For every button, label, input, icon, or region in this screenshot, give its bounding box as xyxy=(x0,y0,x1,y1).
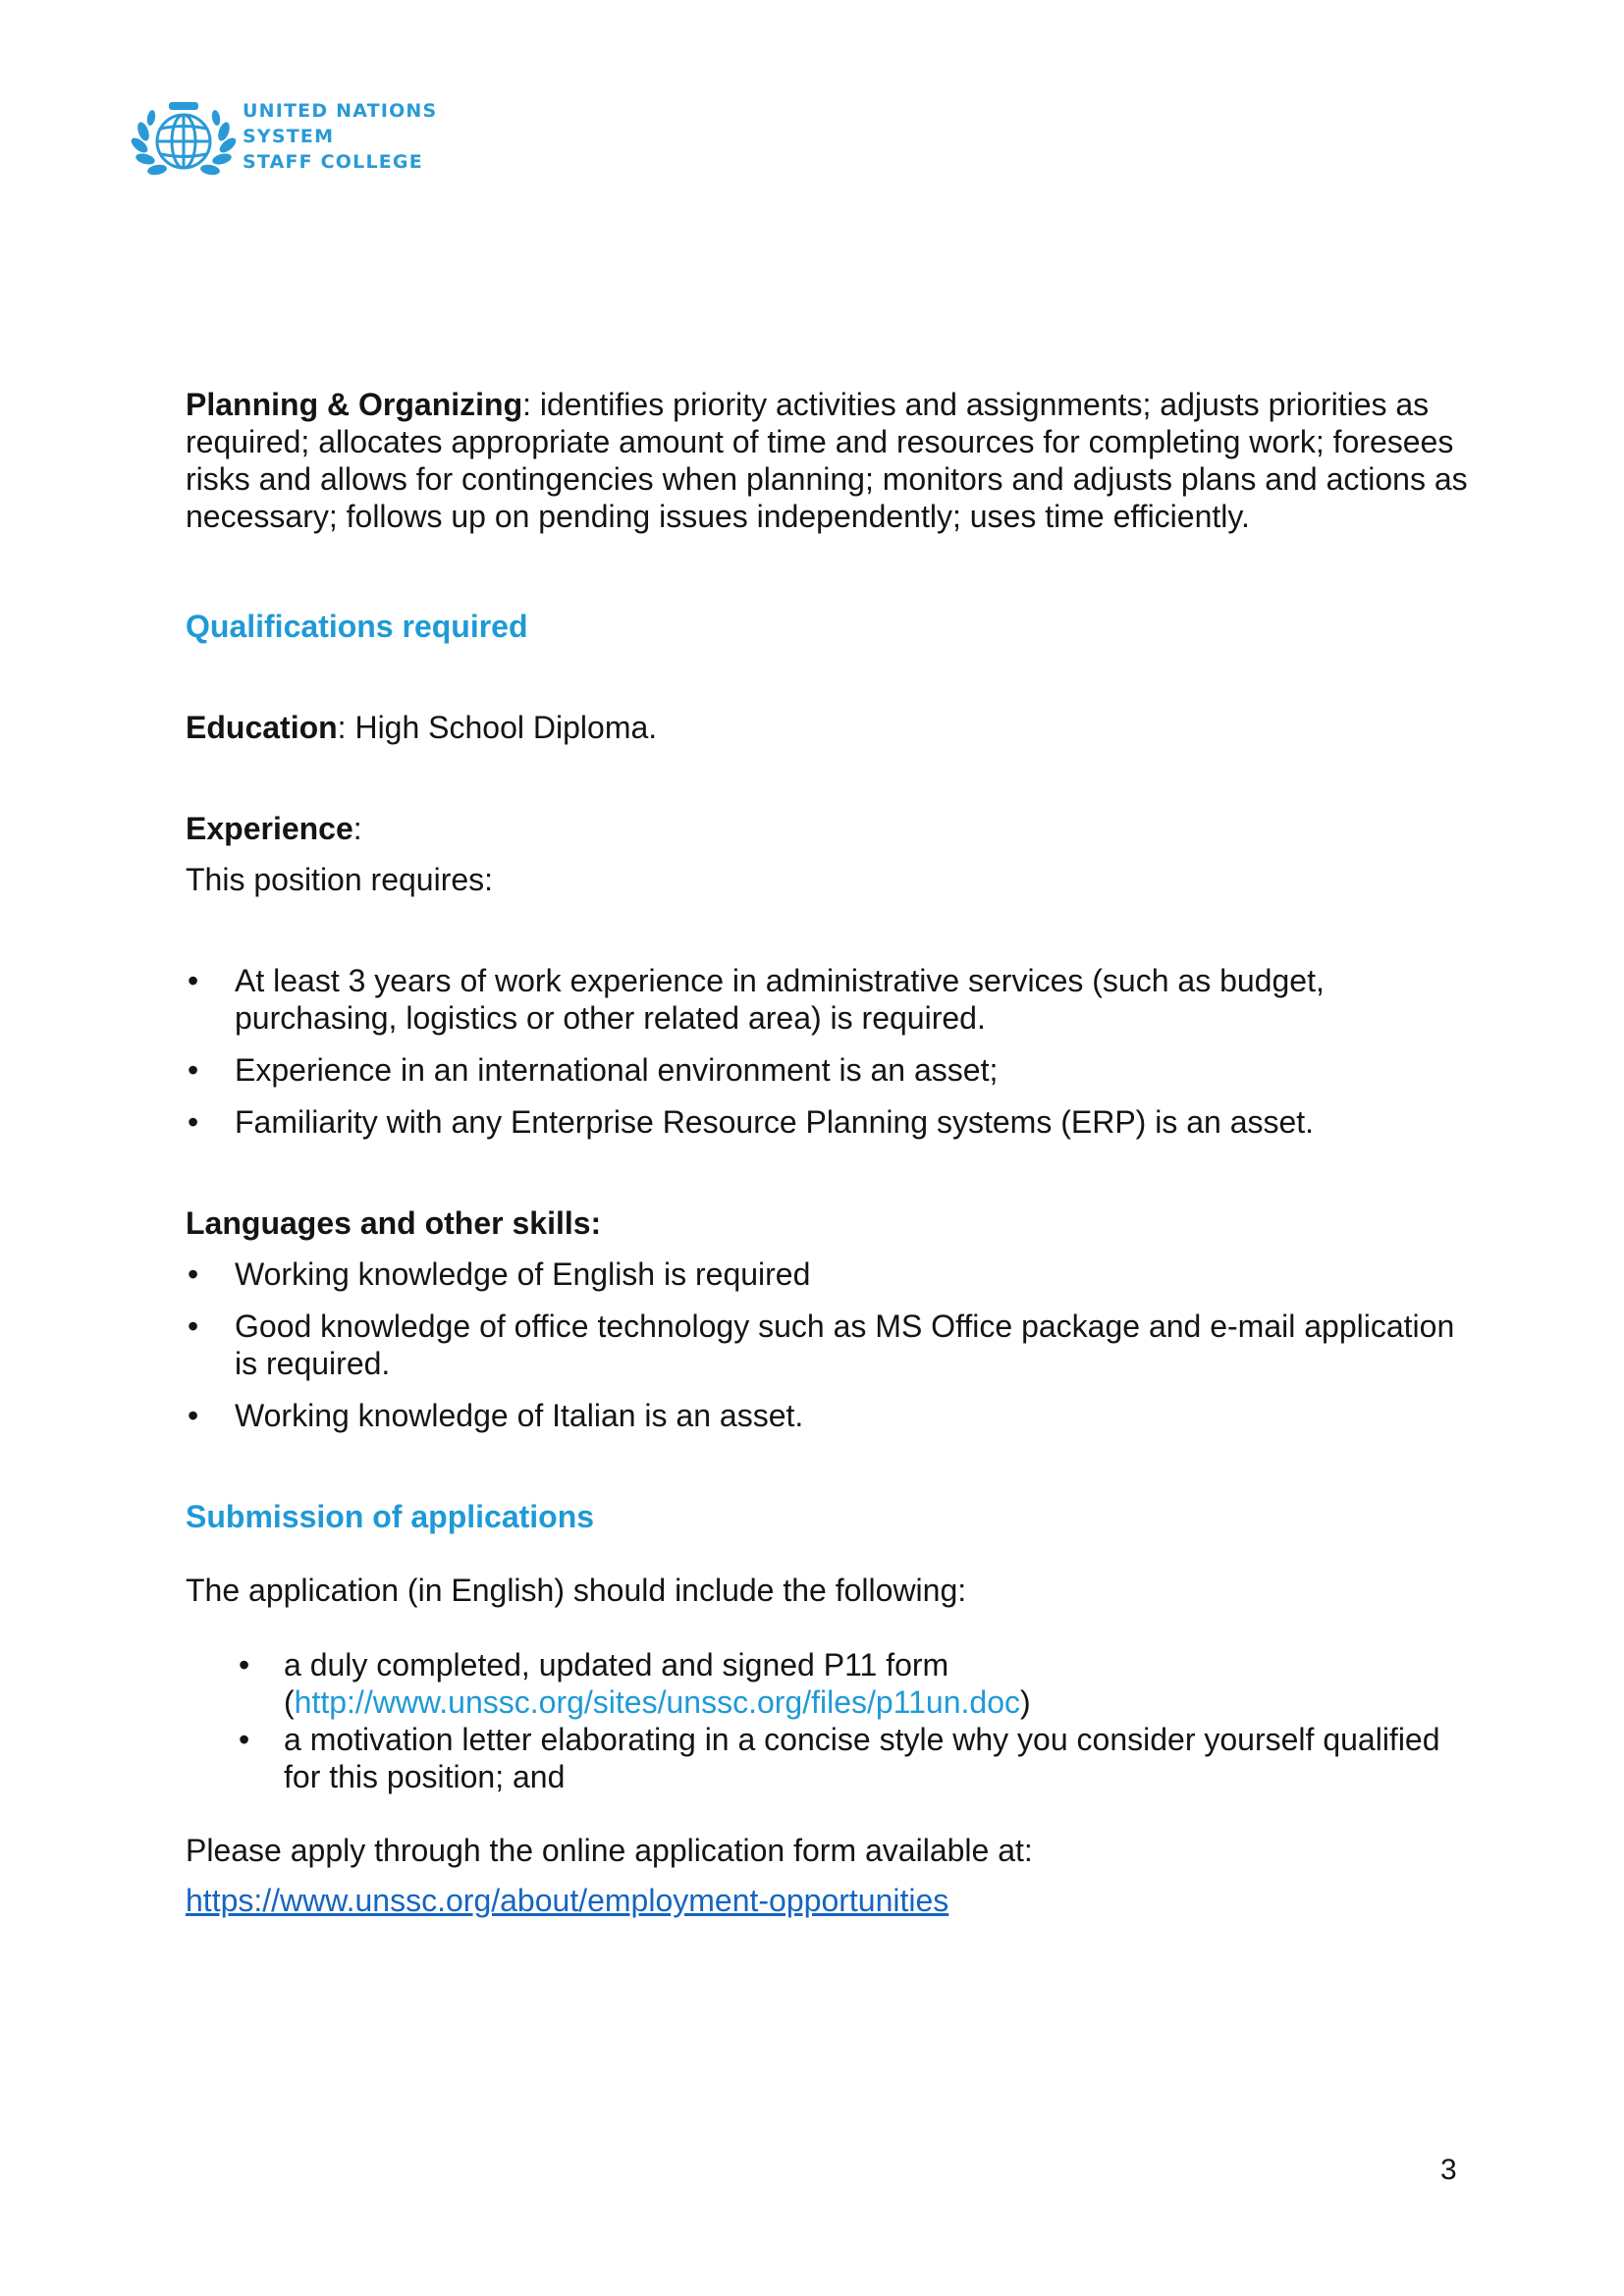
list-item: • Experience in an international environment is an asset; xyxy=(186,1051,1482,1089)
document-body xyxy=(186,386,1482,1919)
apply-paragraph xyxy=(186,1882,1482,1919)
list-item-p11 xyxy=(186,1646,1482,1721)
experience-intro: This position requires: xyxy=(186,862,494,897)
list-item: • Familiarity with any Enterprise Resource Planning systems (ERP) is an asset. xyxy=(186,1103,1482,1141)
submission-list xyxy=(186,1646,1482,1795)
experience-colon: : xyxy=(352,811,362,846)
logo-wordmark xyxy=(243,98,437,175)
employment-opportunities-link[interactable]: https://www.unssc.org/about/employment-opportunities xyxy=(186,1883,949,1918)
languages-heading: Languages and other skills: xyxy=(186,1205,602,1241)
list-item: • Working knowledge of English is required xyxy=(186,1255,1482,1293)
planning-term: Planning & Organizing xyxy=(186,387,523,422)
qualifications-heading: Qualifications required xyxy=(186,609,528,644)
education-term: Education xyxy=(186,710,338,745)
submission-heading: Submission of applications xyxy=(186,1499,595,1534)
p11-close: ) xyxy=(1019,1684,1031,1720)
logo-line-1: UNITED NATIONS xyxy=(243,100,438,122)
planning-paragraph xyxy=(186,386,1482,535)
logo-line-3: STAFF COLLEGE xyxy=(243,151,423,173)
experience-list xyxy=(186,962,1482,1141)
list-item: • Good knowledge of office technology such as MS Office package and e-mail application is required. xyxy=(186,1308,1482,1382)
apply-text: Please apply through the online application form available at: xyxy=(186,1833,1033,1868)
p11-text: a duly completed, updated and signed P11 form ( xyxy=(284,1647,949,1720)
unssc-logo xyxy=(130,94,444,183)
list-item-motivation: • a motivation letter elaborating in a concise style why you consider yourself qualified for this position; and xyxy=(186,1721,1482,1795)
list-item: • Working knowledge of Italian is an asset. xyxy=(186,1397,1482,1434)
education-paragraph xyxy=(186,709,1482,746)
experience-label xyxy=(186,810,1482,847)
experience-term: Experience xyxy=(186,811,353,846)
logo-line-2: SYSTEM xyxy=(243,126,335,147)
education-text: : High School Diploma. xyxy=(337,710,658,745)
globe-laurel-icon xyxy=(130,94,238,183)
page-number: 3 xyxy=(1440,2154,1457,2186)
submission-intro: The application (in English) should include the following: xyxy=(186,1573,967,1608)
languages-list xyxy=(186,1255,1482,1434)
planning-text: : identifies priority activities and assignments; adjusts priorities as required; allocates appropriate amount of time and resources for completing work; foresees risks and allows for contingencies when planning; monitors and adjusts plans and actions as necessary; follows up on pending issues independently; uses time efficiently. xyxy=(186,387,1468,534)
list-item: • At least 3 years of work experience in administrative services (such as budget, purchasing, logistics or other related area) is required. xyxy=(186,962,1482,1037)
p11-form-link[interactable]: http://www.unssc.org/sites/unssc.org/files/p11un.doc xyxy=(294,1684,1020,1720)
